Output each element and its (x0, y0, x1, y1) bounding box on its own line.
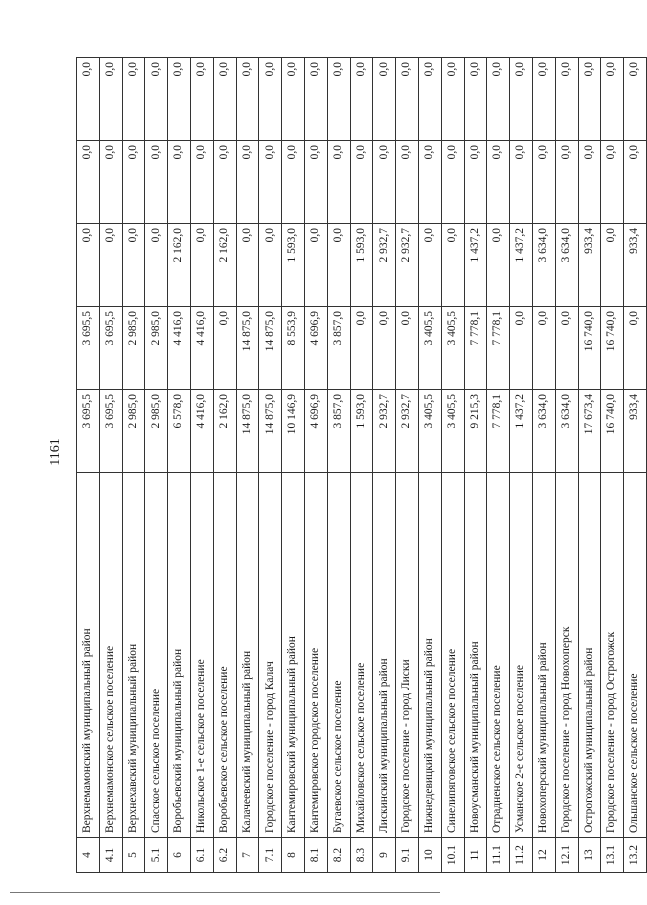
row-number-cell: 6.1 (190, 838, 213, 873)
budget-table (76, 57, 647, 873)
value-cell-4: 0,0 (624, 141, 647, 224)
value-cell-5: 0,0 (555, 58, 578, 141)
municipality-name-cell: Воробьевское сельское поселение (213, 473, 236, 838)
value-cell-3: 2 932,7 (396, 224, 419, 307)
value-cell-5: 0,0 (532, 58, 555, 141)
value-cell-5: 0,0 (304, 58, 327, 141)
value-cell-5: 0,0 (259, 58, 282, 141)
total-cell: 3 405,5 (441, 390, 464, 473)
municipality-name-cell: Верхнемамонское сельское поселение (99, 473, 122, 838)
value-cell-2: 0,0 (396, 307, 419, 390)
total-cell: 2 985,0 (145, 390, 168, 473)
value-cell-2: 0,0 (213, 307, 236, 390)
municipality-name-cell: Городское поселение - город Калач (259, 473, 282, 838)
value-cell-3: 0,0 (601, 224, 624, 307)
value-cell-4: 0,0 (145, 141, 168, 224)
table-row (168, 58, 191, 873)
value-cell-5: 0,0 (510, 58, 533, 141)
value-cell-4: 0,0 (304, 141, 327, 224)
municipality-name-cell: Калачеевский муниципальный район (236, 473, 259, 838)
total-cell: 16 740,0 (601, 390, 624, 473)
table-row (532, 58, 555, 873)
value-cell-3: 1 437,2 (464, 224, 487, 307)
value-cell-4: 0,0 (532, 141, 555, 224)
value-cell-3: 0,0 (122, 224, 145, 307)
value-cell-5: 0,0 (418, 58, 441, 141)
value-cell-5: 0,0 (77, 58, 100, 141)
total-cell: 6 578,0 (168, 390, 191, 473)
value-cell-2: 3 405,5 (441, 307, 464, 390)
value-cell-4: 0,0 (77, 141, 100, 224)
row-number-cell: 4 (77, 838, 100, 873)
municipality-name-cell: Городское поселение - город Острогожск (601, 473, 624, 838)
value-cell-2: 3 857,0 (327, 307, 350, 390)
value-cell-5: 0,0 (168, 58, 191, 141)
row-number-cell: 6 (168, 838, 191, 873)
row-number-cell: 7 (236, 838, 259, 873)
municipality-name-cell: Городское поселение - город Лиски (396, 473, 419, 838)
total-cell: 3 634,0 (555, 390, 578, 473)
value-cell-4: 0,0 (373, 141, 396, 224)
value-cell-5: 0,0 (601, 58, 624, 141)
table-row (145, 58, 168, 873)
total-cell: 3 634,0 (532, 390, 555, 473)
value-cell-4: 0,0 (510, 141, 533, 224)
value-cell-3: 0,0 (77, 224, 100, 307)
value-cell-4: 0,0 (190, 141, 213, 224)
value-cell-5: 0,0 (487, 58, 510, 141)
table-row (350, 58, 373, 873)
table-row (99, 58, 122, 873)
table-row (236, 58, 259, 873)
total-cell: 3 857,0 (327, 390, 350, 473)
row-number-cell: 11.1 (487, 838, 510, 873)
table-row (396, 58, 419, 873)
value-cell-5: 0,0 (464, 58, 487, 141)
table-row (418, 58, 441, 873)
value-cell-5: 0,0 (396, 58, 419, 141)
municipality-name-cell: Синелипяговское сельское поселение (441, 473, 464, 838)
value-cell-4: 0,0 (282, 141, 305, 224)
value-cell-5: 0,0 (624, 58, 647, 141)
municipality-name-cell: Кантемировский муниципальный район (282, 473, 305, 838)
municipality-name-cell: Бугаевское сельское поселение (327, 473, 350, 838)
total-cell: 17 673,4 (578, 390, 601, 473)
row-number-cell: 12 (532, 838, 555, 873)
row-number-cell: 13.1 (601, 838, 624, 873)
value-cell-5: 0,0 (578, 58, 601, 141)
value-cell-2: 4 416,0 (190, 307, 213, 390)
value-cell-4: 0,0 (601, 141, 624, 224)
table-row (441, 58, 464, 873)
table-row (77, 58, 100, 873)
municipality-name-cell: Нижнедевицкий муниципальный район (418, 473, 441, 838)
municipality-name-cell: Никольское 1-е сельское поселение (190, 473, 213, 838)
value-cell-3: 0,0 (190, 224, 213, 307)
municipality-name-cell: Усманское 2-е сельское поселение (510, 473, 533, 838)
table-row (555, 58, 578, 873)
value-cell-5: 0,0 (441, 58, 464, 141)
municipality-name-cell: Новохоперский муниципальный район (532, 473, 555, 838)
row-number-cell: 5.1 (145, 838, 168, 873)
value-cell-5: 0,0 (190, 58, 213, 141)
value-cell-3: 0,0 (441, 224, 464, 307)
value-cell-3: 2 932,7 (373, 224, 396, 307)
value-cell-4: 0,0 (578, 141, 601, 224)
value-cell-2: 16 740,0 (578, 307, 601, 390)
row-number-cell: 9 (373, 838, 396, 873)
value-cell-3: 0,0 (487, 224, 510, 307)
value-cell-2: 0,0 (350, 307, 373, 390)
value-cell-3: 0,0 (304, 224, 327, 307)
municipality-name-cell: Михайловское сельское поселение (350, 473, 373, 838)
value-cell-3: 933,4 (578, 224, 601, 307)
value-cell-3: 0,0 (145, 224, 168, 307)
table-row (601, 58, 624, 873)
municipality-name-cell: Воробьевский муниципальный район (168, 473, 191, 838)
value-cell-4: 0,0 (236, 141, 259, 224)
value-cell-3: 0,0 (259, 224, 282, 307)
value-cell-4: 0,0 (99, 141, 122, 224)
total-cell: 3 695,5 (99, 390, 122, 473)
table-row (510, 58, 533, 873)
row-number-cell: 10.1 (441, 838, 464, 873)
value-cell-3: 1 437,2 (510, 224, 533, 307)
value-cell-4: 0,0 (122, 141, 145, 224)
value-cell-3: 3 634,0 (555, 224, 578, 307)
value-cell-4: 0,0 (396, 141, 419, 224)
value-cell-4: 0,0 (441, 141, 464, 224)
total-cell: 2 932,7 (396, 390, 419, 473)
row-number-cell: 7.1 (259, 838, 282, 873)
value-cell-4: 0,0 (259, 141, 282, 224)
total-cell: 3 695,5 (77, 390, 100, 473)
total-cell: 14 875,0 (236, 390, 259, 473)
municipality-name-cell: Новоусманский муниципальный район (464, 473, 487, 838)
value-cell-3: 933,4 (624, 224, 647, 307)
value-cell-3: 3 634,0 (532, 224, 555, 307)
value-cell-4: 0,0 (168, 141, 191, 224)
value-cell-2: 0,0 (510, 307, 533, 390)
value-cell-5: 0,0 (99, 58, 122, 141)
table-row (259, 58, 282, 873)
municipality-name-cell: Ольшанское сельское поселение (624, 473, 647, 838)
row-number-cell: 10 (418, 838, 441, 873)
row-number-cell: 11.2 (510, 838, 533, 873)
value-cell-5: 0,0 (236, 58, 259, 141)
value-cell-2: 3 695,5 (99, 307, 122, 390)
row-number-cell: 12.1 (555, 838, 578, 873)
value-cell-4: 0,0 (555, 141, 578, 224)
table-row (464, 58, 487, 873)
value-cell-3: 0,0 (236, 224, 259, 307)
value-cell-2: 2 985,0 (145, 307, 168, 390)
municipality-name-cell: Лискинский муниципальный район (373, 473, 396, 838)
total-cell: 7 778,1 (487, 390, 510, 473)
row-number-cell: 9.1 (396, 838, 419, 873)
value-cell-3: 0,0 (99, 224, 122, 307)
value-cell-3: 0,0 (418, 224, 441, 307)
value-cell-3: 2 162,0 (168, 224, 191, 307)
row-number-cell: 13 (578, 838, 601, 873)
row-number-cell: 8.1 (304, 838, 327, 873)
table-row (213, 58, 236, 873)
total-cell: 2 162,0 (213, 390, 236, 473)
value-cell-5: 0,0 (327, 58, 350, 141)
total-cell: 4 416,0 (190, 390, 213, 473)
municipality-name-cell: Городское поселение - город Новохоперск (555, 473, 578, 838)
row-number-cell: 8.2 (327, 838, 350, 873)
row-number-cell: 5 (122, 838, 145, 873)
value-cell-5: 0,0 (145, 58, 168, 141)
municipality-name-cell: Верхнехавский муниципальный район (122, 473, 145, 838)
value-cell-2: 14 875,0 (259, 307, 282, 390)
table-row (327, 58, 350, 873)
municipality-name-cell: Острогожский муниципальный район (578, 473, 601, 838)
value-cell-2: 7 778,1 (464, 307, 487, 390)
value-cell-2: 0,0 (532, 307, 555, 390)
total-cell: 4 696,9 (304, 390, 327, 473)
municipality-name-cell: Отрадненское сельское поселение (487, 473, 510, 838)
total-cell: 933,4 (624, 390, 647, 473)
total-cell: 10 146,9 (282, 390, 305, 473)
table-row (487, 58, 510, 873)
value-cell-2: 16 740,0 (601, 307, 624, 390)
value-cell-2: 4 416,0 (168, 307, 191, 390)
value-cell-3: 2 162,0 (213, 224, 236, 307)
page-number: 1161 (48, 438, 63, 466)
table-row (190, 58, 213, 873)
value-cell-2: 2 985,0 (122, 307, 145, 390)
table-row (304, 58, 327, 873)
value-cell-3: 1 593,0 (282, 224, 305, 307)
table-row (373, 58, 396, 873)
value-cell-4: 0,0 (464, 141, 487, 224)
value-cell-4: 0,0 (350, 141, 373, 224)
value-cell-3: 0,0 (327, 224, 350, 307)
total-cell: 9 215,3 (464, 390, 487, 473)
value-cell-4: 0,0 (213, 141, 236, 224)
municipality-name-cell: Верхнемамонский муниципальный район (77, 473, 100, 838)
value-cell-2: 0,0 (624, 307, 647, 390)
value-cell-5: 0,0 (122, 58, 145, 141)
total-cell: 2 932,7 (373, 390, 396, 473)
rotated-content (76, 58, 641, 873)
municipality-name-cell: Кантемировское городское поселение (304, 473, 327, 838)
table-body (77, 58, 647, 873)
row-number-cell: 13.2 (624, 838, 647, 873)
value-cell-2: 14 875,0 (236, 307, 259, 390)
municipality-name-cell: Спасское сельское поселение (145, 473, 168, 838)
total-cell: 2 985,0 (122, 390, 145, 473)
value-cell-5: 0,0 (373, 58, 396, 141)
value-cell-2: 8 553,9 (282, 307, 305, 390)
value-cell-2: 0,0 (373, 307, 396, 390)
total-cell: 1 437,2 (510, 390, 533, 473)
table-row (578, 58, 601, 873)
value-cell-4: 0,0 (487, 141, 510, 224)
table-row (282, 58, 305, 873)
total-cell: 3 405,5 (418, 390, 441, 473)
value-cell-4: 0,0 (418, 141, 441, 224)
value-cell-4: 0,0 (327, 141, 350, 224)
row-number-cell: 8 (282, 838, 305, 873)
value-cell-2: 7 778,1 (487, 307, 510, 390)
row-number-cell: 4.1 (99, 838, 122, 873)
table-row (624, 58, 647, 873)
row-number-cell: 8.3 (350, 838, 373, 873)
row-number-cell: 6.2 (213, 838, 236, 873)
value-cell-2: 4 696,9 (304, 307, 327, 390)
table-row (122, 58, 145, 873)
total-cell: 1 593,0 (350, 390, 373, 473)
value-cell-2: 3 695,5 (77, 307, 100, 390)
value-cell-5: 0,0 (213, 58, 236, 141)
rotated-table-container (76, 58, 641, 873)
value-cell-5: 0,0 (282, 58, 305, 141)
value-cell-5: 0,0 (350, 58, 373, 141)
bottom-rule (10, 892, 440, 893)
value-cell-2: 3 405,5 (418, 307, 441, 390)
value-cell-3: 1 593,0 (350, 224, 373, 307)
total-cell: 14 875,0 (259, 390, 282, 473)
row-number-cell: 11 (464, 838, 487, 873)
value-cell-2: 0,0 (555, 307, 578, 390)
